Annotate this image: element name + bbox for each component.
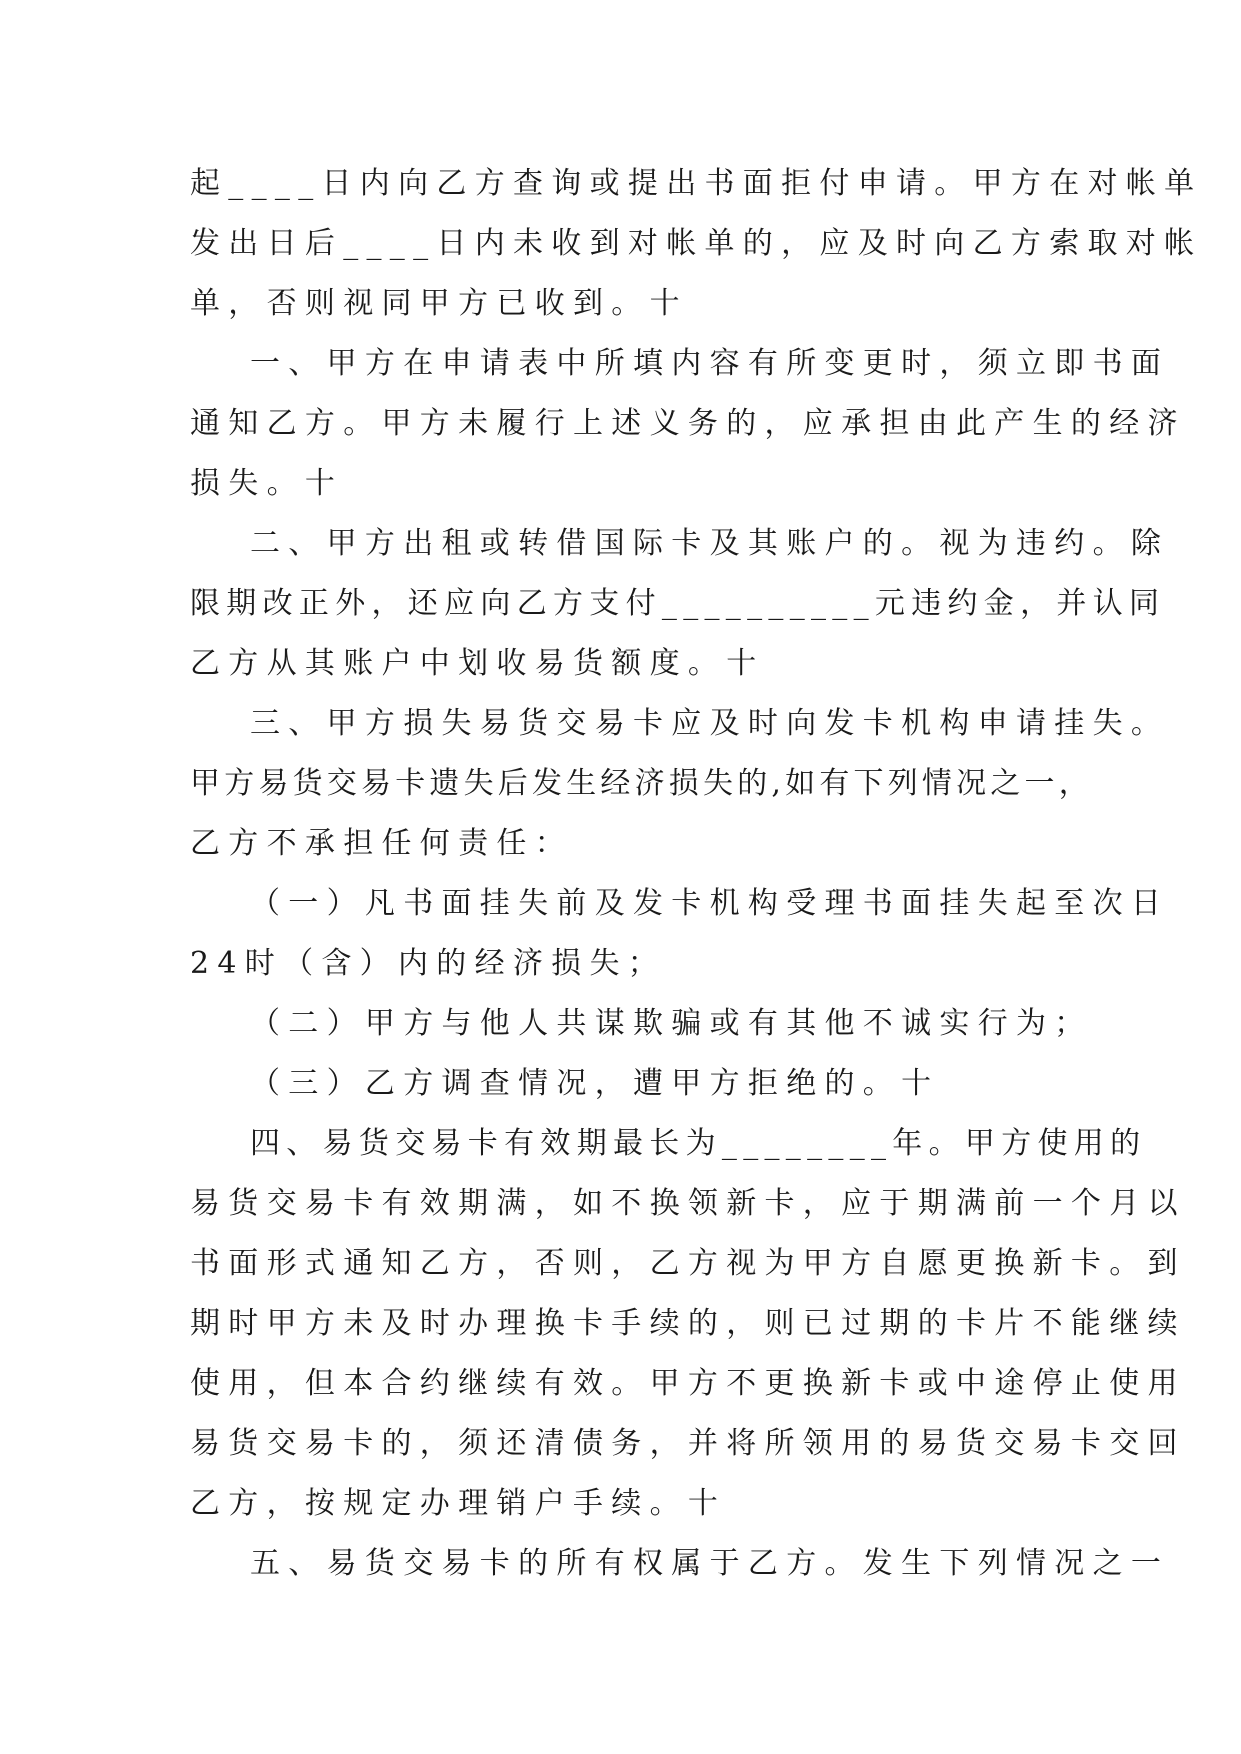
paragraph-5-line-1: 五、易货交易卡的所有权属于乙方。发生下列情况之一: [250, 1546, 1170, 1581]
paragraph-4-line-7: 乙方，按规定办理销户手续。十: [190, 1486, 727, 1521]
text-line-2: 发出日后____日内未收到对帐单的，应及时向乙方索取对帐: [190, 226, 1203, 261]
paragraph-4-line-3: 书面形式通知乙方，否则，乙方视为甲方自愿更换新卡。到: [190, 1246, 1186, 1281]
paragraph-3-line-3: 乙方不承担任何责任：: [190, 826, 573, 861]
paragraph-4-line-1: 四、易货交易卡有效期最长为________年。甲方使用的: [250, 1126, 1147, 1161]
paragraph-4-line-6: 易货交易卡的，须还清债务，并将所领用的易货交易卡交回: [190, 1426, 1186, 1461]
paragraph-3-line-2: 甲方易货交易卡遗失后发生经济损失的,如有下列情况之一，: [190, 766, 1093, 801]
item-2: （二）甲方与他人共谋欺骗或有其他不诚实行为；: [250, 1006, 1093, 1041]
item-1-line-2: 24时（含）内的经济损失；: [190, 946, 667, 981]
paragraph-1-line-2: 通知乙方。甲方未履行上述义务的，应承担由此产生的经济: [190, 406, 1186, 441]
text-line-3: 单，否则视同甲方已收到。十: [190, 286, 688, 321]
paragraph-1-line-1: 一、甲方在申请表中所填内容有所变更时，须立即书面: [250, 346, 1170, 381]
item-3: （三）乙方调查情况，遭甲方拒绝的。十: [250, 1066, 940, 1101]
paragraph-2-line-2: 限期改正外，还应向乙方支付__________元违约金，并认同: [190, 586, 1166, 621]
text-line-1: 起____日内向乙方查询或提出书面拒付申请。甲方在对帐单: [190, 166, 1203, 201]
paragraph-4-line-2: 易货交易卡有效期满，如不换领新卡，应于期满前一个月以: [190, 1186, 1186, 1221]
paragraph-1-line-3: 损失。十: [190, 466, 344, 501]
item-1-line-1: （一）凡书面挂失前及发卡机构受理书面挂失起至次日: [250, 886, 1170, 921]
paragraph-4-line-4: 期时甲方未及时办理换卡手续的，则已过期的卡片不能继续: [190, 1306, 1186, 1341]
paragraph-2-line-1: 二、甲方出租或转借国际卡及其账户的。视为违约。除: [250, 526, 1170, 561]
paragraph-3-line-1: 三、甲方损失易货交易卡应及时向发卡机构申请挂失。: [250, 706, 1170, 741]
paragraph-2-line-3: 乙方从其账户中划收易货额度。十: [190, 646, 765, 681]
paragraph-4-line-5: 使用，但本合约继续有效。甲方不更换新卡或中途停止使用: [190, 1366, 1186, 1401]
